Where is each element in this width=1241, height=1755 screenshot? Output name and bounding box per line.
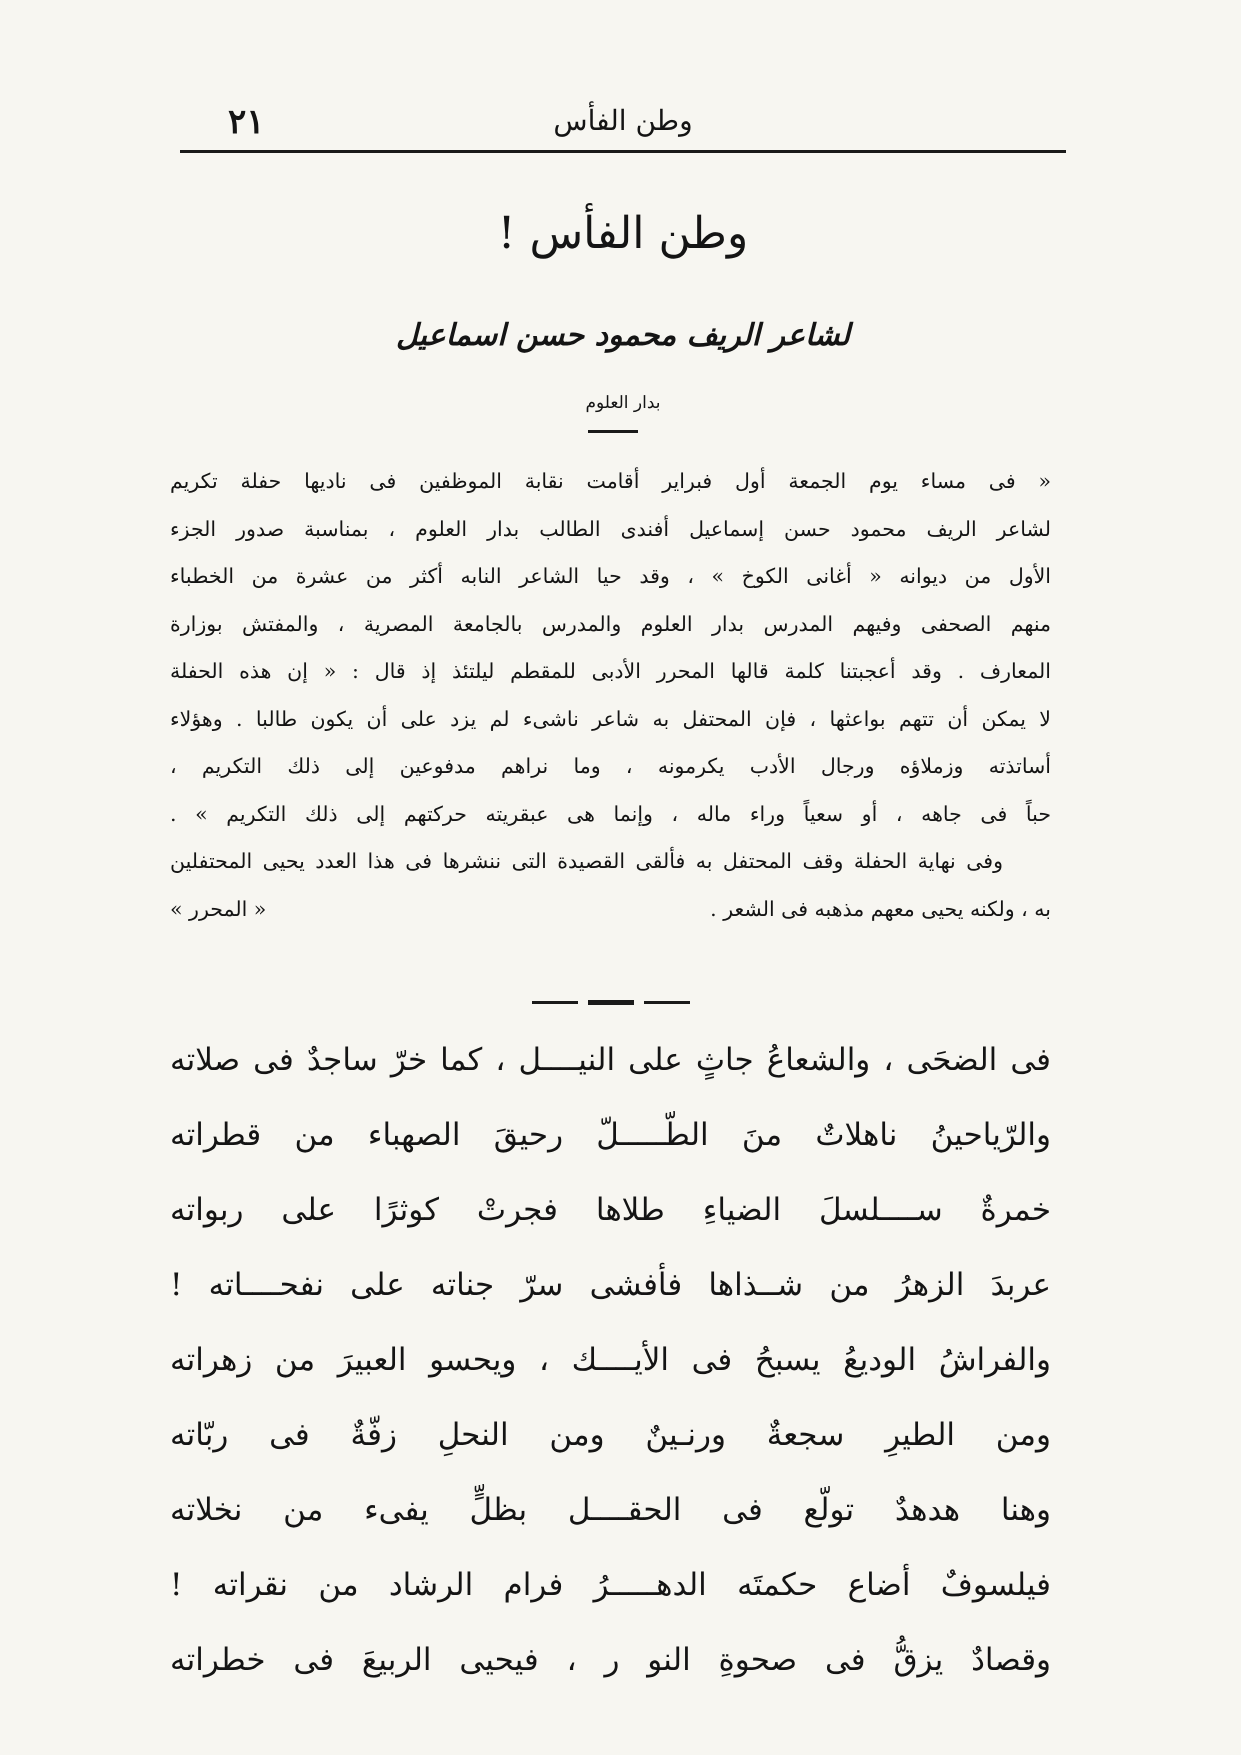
intro-line: المعارف . وقد أعجبتنا كلمة قالها المحرر الأدبى للمقطم ليلتئذ إذ قال : « إن هذه الحفلة: [170, 659, 1051, 683]
poem-verse: خمرةٌ ســــلسلَ الضياءِ طلاها فجرتْ كوثرًا على ربواته: [170, 1192, 1051, 1228]
intro-line: لشاعر الريف محمود حسن إسماعيل أفندى الطالب بدار العلوم ، بمناسبة صدور الجزء: [170, 516, 1051, 541]
running-title: وطن الفأس: [553, 104, 693, 137]
poem-verse: والرّياحينُ ناهلاتٌ منَ الطّـــــلّ رحيقَ الصهباء من قطراته: [170, 1117, 1051, 1153]
intro-line: حباً فى جاهه ، أو سعياً وراء ماله ، وإنما هى عبقريته حركتهم إلى ذلك التكريم » .: [170, 801, 1051, 826]
intro-line: لا يمكن أن تتهم بواعثها ، فإن المحتفل به شاعر ناشىء لم يزد على أن يكون طالبا . وهؤلاء: [170, 706, 1051, 731]
poem-verse: وهنا هدهدٌ تولّع فى الحقــــل بظلٍّ يفىء من نخلاته: [170, 1492, 1051, 1528]
running-header: [180, 96, 1066, 156]
intro-line: منهم الصحفى وفيهم المدرس بدار العلوم والمدرس بالجامعة المصرية ، والمفتش بوزارة: [170, 611, 1051, 636]
title-divider: [588, 430, 638, 433]
intro-line: « فى مساء يوم الجمعة أول فبراير أقامت نقابة الموظفين فى ناديها حفلة تكريم: [170, 469, 1051, 493]
intro-line: الأول من ديوانه « أغانى الكوخ » ، وقد حيا الشاعر النابه أكثر من عشرة من الخطباء: [170, 564, 1051, 588]
editor-introduction: [170, 458, 1051, 933]
editor-signature: « المحرر »: [170, 896, 267, 921]
author-affiliation: بدار العلوم: [585, 393, 661, 413]
intro-closing-text: به ، ولكنه يحيى معهم مذهبه فى الشعر .: [710, 896, 1051, 921]
poem-verse: ومن الطيرِ سجعةٌ ورنـينٌ ومن النحلِ زفّةٌ فى ربّاته: [170, 1417, 1051, 1453]
poem-verse: عربدَ الزهرُ من شــذاها فأفشى سرّ جناته على نفحــــاته !: [170, 1267, 1051, 1303]
separator-segment: [532, 1001, 578, 1004]
header-rule: [180, 150, 1066, 153]
page-number: ٢١: [228, 102, 265, 142]
poem-verse: وقصادٌ يزقُّ فى صحوةِ النو ر ، فيحيى الربيعَ فى خطراته: [170, 1642, 1051, 1678]
intro-line: وفى نهاية الحفلة وقف المحتفل به فألقى القصيدة التى ننشرها فى هذا العدد يحيى المحتفلين: [170, 849, 1003, 873]
poem-verse: والفراشُ الوديعُ يسبحُ فى الأيــــك ، ويحسو العبيرَ من زهراته: [170, 1342, 1051, 1378]
separator-segment: [644, 1001, 690, 1004]
intro-line: أساتذته وزملاؤه ورجال الأدب يكرمونه ، وما نراهم مدفوعين إلى ذلك التكريم ،: [170, 754, 1051, 778]
separator-segment: [588, 1000, 634, 1005]
author-byline: لشاعر الريف محمود حسن اسماعيل: [395, 318, 851, 353]
section-separator: [532, 1001, 690, 1005]
poem-verse: فى الضحَى ، والشعاعُ جاثٍ على النيــــل ، كما خرّ ساجدٌ فى صلاته: [170, 1042, 1051, 1078]
article-title: وطن الفأس !: [497, 208, 749, 259]
poem: [170, 1023, 1051, 1698]
poem-verse: فيلسوفٌ أضاع حكمتَه الدهـــــرُ فرام الرشاد من نقراته !: [170, 1567, 1051, 1603]
intro-last-line: [170, 886, 1051, 934]
